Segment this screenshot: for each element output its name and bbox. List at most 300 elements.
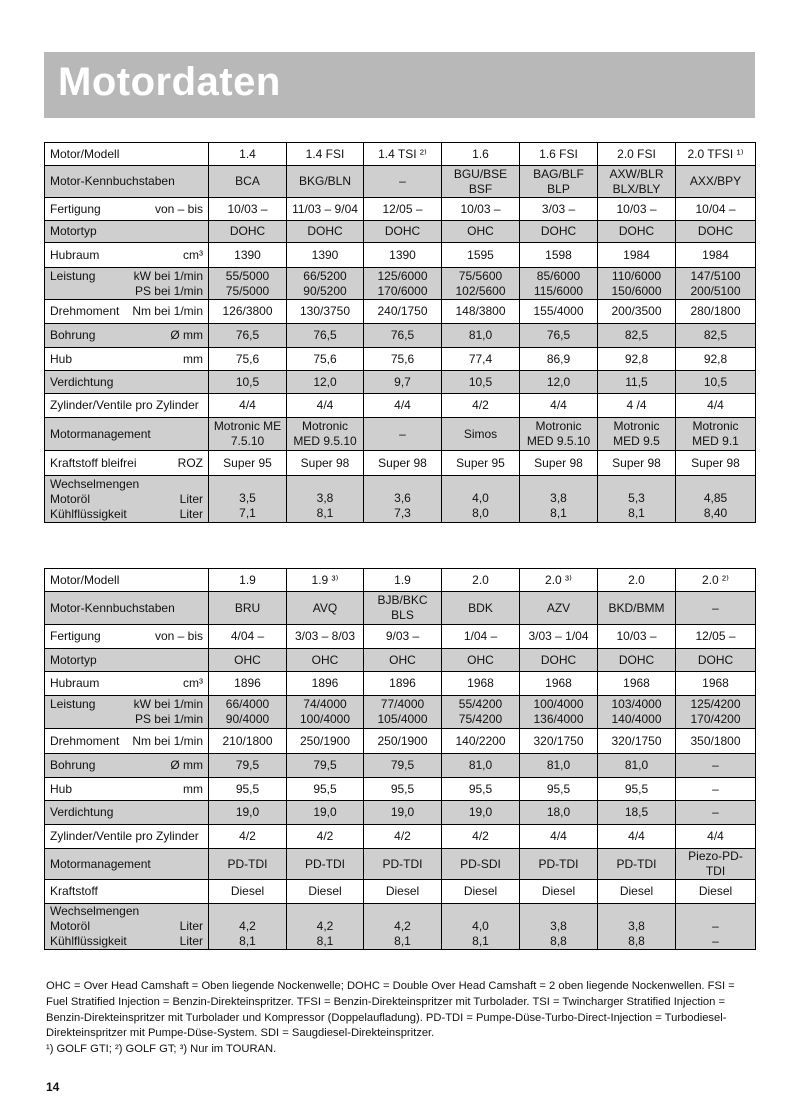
sub-label: Motoröl [50, 491, 91, 506]
cell-value: 1968 [702, 676, 729, 690]
value-cell [364, 649, 442, 672]
cell-value: PD-TDI [382, 856, 423, 871]
cell-value: 4/4 [707, 398, 724, 412]
row-unit: ROZ [177, 455, 203, 470]
cell-value: 1984 [702, 247, 729, 262]
cell-value: 1/04 – [463, 629, 498, 643]
value-cell [364, 143, 442, 166]
sub-label: Kühlflüssigkeit [50, 506, 127, 521]
row-label-cell [45, 451, 209, 476]
table-row [45, 569, 756, 592]
row-label: Hub [50, 351, 73, 366]
value-cell [598, 394, 676, 418]
cell-value: 75,6 [235, 351, 260, 366]
value-cell [209, 300, 287, 324]
value-cell [364, 696, 442, 729]
cell-value: 79,5 [313, 758, 337, 772]
cell-value: 3/03 – [541, 201, 576, 216]
value-cell [442, 592, 520, 625]
row-unit: Nm bei 1/min [132, 304, 203, 318]
cell-value: 12,0 [546, 374, 571, 389]
table-row [45, 778, 756, 801]
label-line [50, 269, 205, 284]
value-cell [676, 754, 756, 778]
cell-value: – [399, 174, 406, 188]
cell-value: 76,5 [546, 328, 571, 342]
value-cell [364, 324, 442, 348]
value-cell [520, 418, 598, 451]
cell-value: 76,5 [235, 328, 260, 342]
value-cell [287, 649, 364, 672]
value-cell [287, 801, 364, 825]
cell-value: 10/03 – [616, 629, 657, 643]
cell-value: Diesel [385, 884, 420, 898]
label-line [50, 697, 205, 712]
value-cell [520, 592, 598, 625]
cell-value: Motronic [613, 419, 660, 433]
value-cell [209, 569, 287, 592]
cell-value: DOHC [618, 224, 655, 238]
cell-value: BKG/BLN [298, 174, 352, 188]
label-line [50, 328, 205, 343]
value-cell [287, 592, 364, 625]
value-cell [598, 221, 676, 243]
row-label-cell [45, 143, 209, 166]
title-banner [44, 52, 755, 118]
value-cell [520, 300, 598, 324]
value-cell [676, 801, 756, 825]
cell-value: 11/03 – 9/04 [292, 201, 358, 216]
cell-value: 3,8 [550, 491, 567, 505]
table-row [45, 143, 756, 166]
cell-value: 95,5 [390, 781, 415, 796]
value-cell [364, 754, 442, 778]
table-row [45, 418, 756, 451]
value-cell [442, 418, 520, 451]
cell-value: 8,1 [239, 933, 256, 948]
row-label-cell [45, 672, 209, 696]
value-cell [364, 418, 442, 451]
cell-value: PD-TDI [227, 856, 268, 871]
cell-value: PD-SDI [460, 856, 501, 871]
value-cell [209, 625, 287, 649]
value-cell [598, 696, 676, 729]
cell-value: 2.0 [472, 572, 489, 587]
cell-value: 2.0 ³⁾ [545, 572, 572, 587]
row-label: Leistung [50, 697, 96, 711]
value-cell [287, 198, 364, 221]
cell-value: MED 9.1 [692, 434, 739, 448]
value-cell [676, 696, 756, 729]
value-cell [442, 625, 520, 649]
value-cell [287, 166, 364, 198]
table-row [45, 801, 756, 825]
cell-value: Motronic [535, 419, 582, 433]
cell-value: 1.6 FSI [539, 146, 578, 161]
cell-value: PD-TDI [538, 856, 579, 871]
cell-value: 81,0 [546, 758, 571, 772]
value-cell [676, 143, 756, 166]
cell-value: OHC [467, 652, 494, 667]
value-cell [442, 778, 520, 801]
row-label: Wechselmengen [50, 476, 140, 491]
cell-value: 92,8 [703, 351, 728, 366]
value-cell [676, 904, 756, 950]
value-cell [520, 849, 598, 880]
cell-value: 19,0 [468, 805, 493, 819]
value-cell [364, 243, 442, 268]
cell-value: 10/03 – [227, 201, 268, 216]
value-cell [442, 221, 520, 243]
cell-value: PD-TDI [305, 856, 345, 871]
cell-value: 8,1 [550, 506, 567, 520]
label-line [50, 857, 205, 872]
value-cell [598, 729, 676, 754]
label-line [50, 782, 205, 797]
cell-value: DOHC [540, 652, 577, 667]
cell-value: MED 9.5.10 [293, 434, 357, 448]
row-label: Kraftstoff [50, 884, 98, 898]
value-cell [442, 371, 520, 394]
cell-value: 1984 [623, 247, 650, 262]
value-cell [598, 143, 676, 166]
value-cell [209, 166, 287, 198]
value-cell [598, 268, 676, 300]
row-label-cell [45, 778, 209, 801]
cell-value: 200/3500 [611, 304, 662, 318]
cell-value: 2.0 TFSI ¹⁾ [687, 146, 744, 161]
value-cell [598, 418, 676, 451]
cell-value: Motronic [301, 419, 348, 433]
value-cell [676, 243, 756, 268]
cell-value: AVQ [312, 600, 338, 615]
cell-value: 105/4000 [377, 712, 428, 726]
row-unit: cm³ [183, 247, 203, 262]
value-cell [520, 243, 598, 268]
value-cell [364, 880, 442, 904]
value-cell [676, 729, 756, 754]
table-row [45, 371, 756, 394]
row-label-cell [45, 418, 209, 451]
value-cell [520, 696, 598, 729]
value-cell [442, 451, 520, 476]
value-cell [209, 243, 287, 268]
value-cell [442, 729, 520, 754]
value-cell [520, 324, 598, 348]
cell-value: 75,6 [313, 351, 337, 366]
value-cell [520, 198, 598, 221]
table-row [45, 904, 756, 950]
label-line [50, 398, 205, 413]
cell-value: 85/6000 [536, 268, 581, 283]
cell-value: 250/1900 [377, 733, 428, 748]
cell-value: 125/4200 [690, 697, 741, 711]
cell-value: DOHC [697, 652, 734, 667]
cell-value: 4,2 [394, 918, 411, 933]
row-unit: Ø mm [170, 758, 203, 772]
row-label-cell [45, 904, 209, 950]
cell-value: BCA [235, 174, 260, 188]
label-line [50, 758, 205, 773]
label-line [50, 224, 205, 239]
row-label: Motor-Kennbuchstaben [50, 174, 175, 188]
row-label: Fertigung [50, 629, 101, 643]
cell-value: OHC [234, 652, 261, 667]
cell-value: 12/05 – [382, 201, 423, 216]
value-cell [287, 324, 364, 348]
cell-value: 10/04 – [695, 201, 736, 216]
cell-value: 250/1900 [299, 733, 351, 748]
row-label: Motortyp [50, 224, 97, 238]
value-cell [287, 300, 364, 324]
label-line [50, 174, 205, 189]
value-cell [676, 849, 756, 880]
cell-value: 200/5100 [690, 283, 741, 298]
cell-value: 1.6 [472, 146, 489, 161]
cell-value: 19,0 [313, 805, 337, 819]
row-label: Drehmoment [50, 733, 120, 748]
value-cell [287, 729, 364, 754]
row-label: Motor/Modell [50, 146, 120, 161]
row-label: Zylinder/Ventile pro Zylinder [50, 829, 199, 843]
cell-value: 3,8 [316, 491, 334, 505]
cell-value: 1896 [311, 676, 339, 690]
cell-value: 12,0 [313, 374, 337, 389]
value-cell [287, 696, 364, 729]
cell-value: BAG/BLF [533, 166, 584, 181]
value-cell [520, 221, 598, 243]
label-line [50, 805, 205, 820]
value-cell [520, 569, 598, 592]
row-label-cell [45, 880, 209, 904]
cell-value: 10/03 – [460, 201, 501, 216]
row-label-cell [45, 649, 209, 672]
cell-value: 66/5200 [303, 268, 347, 283]
cell-value: 170/6000 [377, 283, 428, 298]
cell-value: Motronic ME [213, 419, 282, 433]
cell-value: 18,0 [546, 805, 571, 819]
cell-value: 8,8 [550, 933, 567, 948]
cell-value: 55/5000 [225, 268, 270, 283]
cell-value: 3,6 [394, 491, 411, 505]
cell-value: 81,0 [468, 328, 493, 342]
value-cell [442, 348, 520, 371]
cell-value: – [399, 426, 406, 441]
cell-value: 103/4000 [611, 697, 662, 711]
value-cell [209, 849, 287, 880]
value-cell [598, 166, 676, 198]
cell-value: 90/4000 [225, 712, 270, 726]
cell-value: 19,0 [390, 805, 415, 819]
cell-value: 8,40 [703, 506, 728, 520]
value-cell [209, 268, 287, 300]
value-cell [209, 221, 287, 243]
value-cell [209, 754, 287, 778]
value-cell [676, 221, 756, 243]
cell-value: 82,5 [703, 328, 728, 342]
cell-value: Simos [463, 426, 498, 441]
value-cell [598, 904, 676, 950]
row-label-cell [45, 166, 209, 198]
row-label: Bohrung [50, 328, 96, 342]
cell-value: 1.9 ³⁾ [311, 572, 339, 587]
value-cell [442, 143, 520, 166]
cell-value: 75/5600 [458, 268, 503, 283]
cell-value: 1.4 FSI [305, 146, 345, 161]
cell-value: 2.0 [628, 572, 645, 587]
value-cell [676, 451, 756, 476]
value-cell [598, 476, 676, 523]
cell-value: OHC [467, 224, 494, 238]
table-row [45, 476, 756, 523]
cell-value: 86,9 [546, 351, 571, 366]
cell-value: Diesel [619, 884, 654, 898]
value-cell [598, 649, 676, 672]
row-label: Verdichtung [50, 374, 114, 389]
cell-value: 125/6000 [377, 268, 428, 283]
row-unit-secondary: PS bei 1/min [134, 283, 203, 298]
sub-label-line [50, 934, 205, 949]
cell-value: 320/1750 [611, 733, 662, 748]
cell-value: 4,0 [472, 918, 489, 933]
cell-value: 148/3800 [455, 304, 506, 318]
cell-value: Super 98 [378, 455, 427, 470]
cell-value: 75/4200 [458, 712, 503, 726]
value-cell [520, 825, 598, 849]
value-cell [442, 300, 520, 324]
value-cell [364, 166, 442, 198]
cell-value: 55/4200 [458, 697, 503, 711]
value-cell [598, 880, 676, 904]
cell-value: 4/4 [316, 398, 334, 412]
cell-value: 1.9 [239, 572, 256, 587]
cell-value: BLX/BLY [612, 181, 661, 196]
table-row [45, 451, 756, 476]
value-cell [364, 371, 442, 394]
page-number: 14 [46, 1080, 60, 1094]
cell-value: 1.4 [239, 146, 256, 161]
cell-value: 10,5 [468, 374, 493, 389]
value-cell [364, 268, 442, 300]
cell-value: 95,5 [235, 781, 260, 796]
value-cell [209, 324, 287, 348]
cell-value: 3/03 – 1/04 [528, 629, 589, 643]
cell-value: 1.4 TSI ²⁾ [378, 146, 427, 161]
value-cell [520, 754, 598, 778]
value-cell [520, 451, 598, 476]
row-unit: kW bei 1/min [133, 268, 203, 283]
row-label-cell [45, 198, 209, 221]
cell-value: Super 98 [612, 455, 661, 470]
cell-value: 4,0 [472, 491, 489, 505]
value-cell [209, 696, 287, 729]
value-cell [520, 729, 598, 754]
value-cell [364, 394, 442, 418]
value-cell [209, 371, 287, 394]
value-cell [287, 904, 364, 950]
row-label-cell [45, 696, 209, 729]
value-cell [364, 625, 442, 649]
row-unit-secondary: PS bei 1/min [134, 712, 203, 726]
cell-value: 9/03 – [385, 629, 420, 643]
sub-unit: Liter [179, 934, 203, 948]
label-line [50, 829, 205, 844]
cell-value: 8,1 [472, 933, 489, 948]
cell-value: 350/1800 [690, 733, 741, 748]
cell-value: PD-TDI [616, 856, 657, 871]
row-label-cell [45, 729, 209, 754]
cell-value: 18,5 [624, 805, 649, 819]
label-line [50, 304, 205, 319]
row-label-cell [45, 476, 209, 523]
value-cell [209, 904, 287, 950]
cell-value: 19,0 [235, 805, 260, 819]
cell-value: 1390 [234, 247, 261, 262]
value-cell [442, 324, 520, 348]
cell-value: BJB/BKC [377, 593, 428, 607]
cell-value: Super 95 [223, 455, 272, 470]
cell-value: DOHC [307, 224, 343, 238]
cell-value: 76,5 [390, 328, 415, 342]
cell-value: Diesel [308, 884, 342, 898]
value-cell [209, 729, 287, 754]
value-cell [676, 778, 756, 801]
value-cell [442, 649, 520, 672]
row-label: Hubraum [50, 676, 100, 690]
value-cell [598, 198, 676, 221]
cell-value: Diesel [463, 884, 498, 898]
cell-value: 79,5 [390, 758, 415, 772]
row-label: Motor/Modell [50, 572, 120, 587]
cell-value: 1968 [545, 676, 572, 690]
cell-value: AZV [546, 600, 571, 615]
value-cell [676, 649, 756, 672]
cell-value: 155/4000 [533, 304, 584, 318]
row-unit: mm [183, 781, 203, 796]
value-cell [287, 418, 364, 451]
value-cell [287, 476, 364, 523]
value-cell [287, 243, 364, 268]
value-cell [442, 394, 520, 418]
cell-value: 1595 [467, 247, 494, 262]
value-cell [287, 268, 364, 300]
cell-value: 3,8 [550, 918, 567, 933]
cell-value: 147/5100 [690, 268, 741, 283]
cell-value: 8,0 [472, 506, 489, 520]
table-row [45, 729, 756, 754]
cell-value: Super 95 [456, 455, 505, 470]
value-cell [520, 778, 598, 801]
cell-value: 75,6 [390, 351, 415, 366]
table-row [45, 754, 756, 778]
cell-value: BGU/BSE [453, 166, 508, 181]
cell-value: 4/2 [472, 829, 489, 843]
value-cell [287, 371, 364, 394]
row-label: Verdichtung [50, 805, 114, 819]
value-cell [676, 825, 756, 849]
value-cell [442, 672, 520, 696]
label-line [50, 248, 205, 263]
value-cell [209, 476, 287, 523]
value-cell [287, 348, 364, 371]
value-cell [209, 394, 287, 418]
value-cell [598, 371, 676, 394]
cell-value: 4/4 [550, 398, 567, 412]
row-label-cell [45, 569, 209, 592]
value-cell [598, 625, 676, 649]
cell-value: 150/6000 [611, 283, 662, 298]
cell-value: 95,5 [313, 781, 337, 796]
